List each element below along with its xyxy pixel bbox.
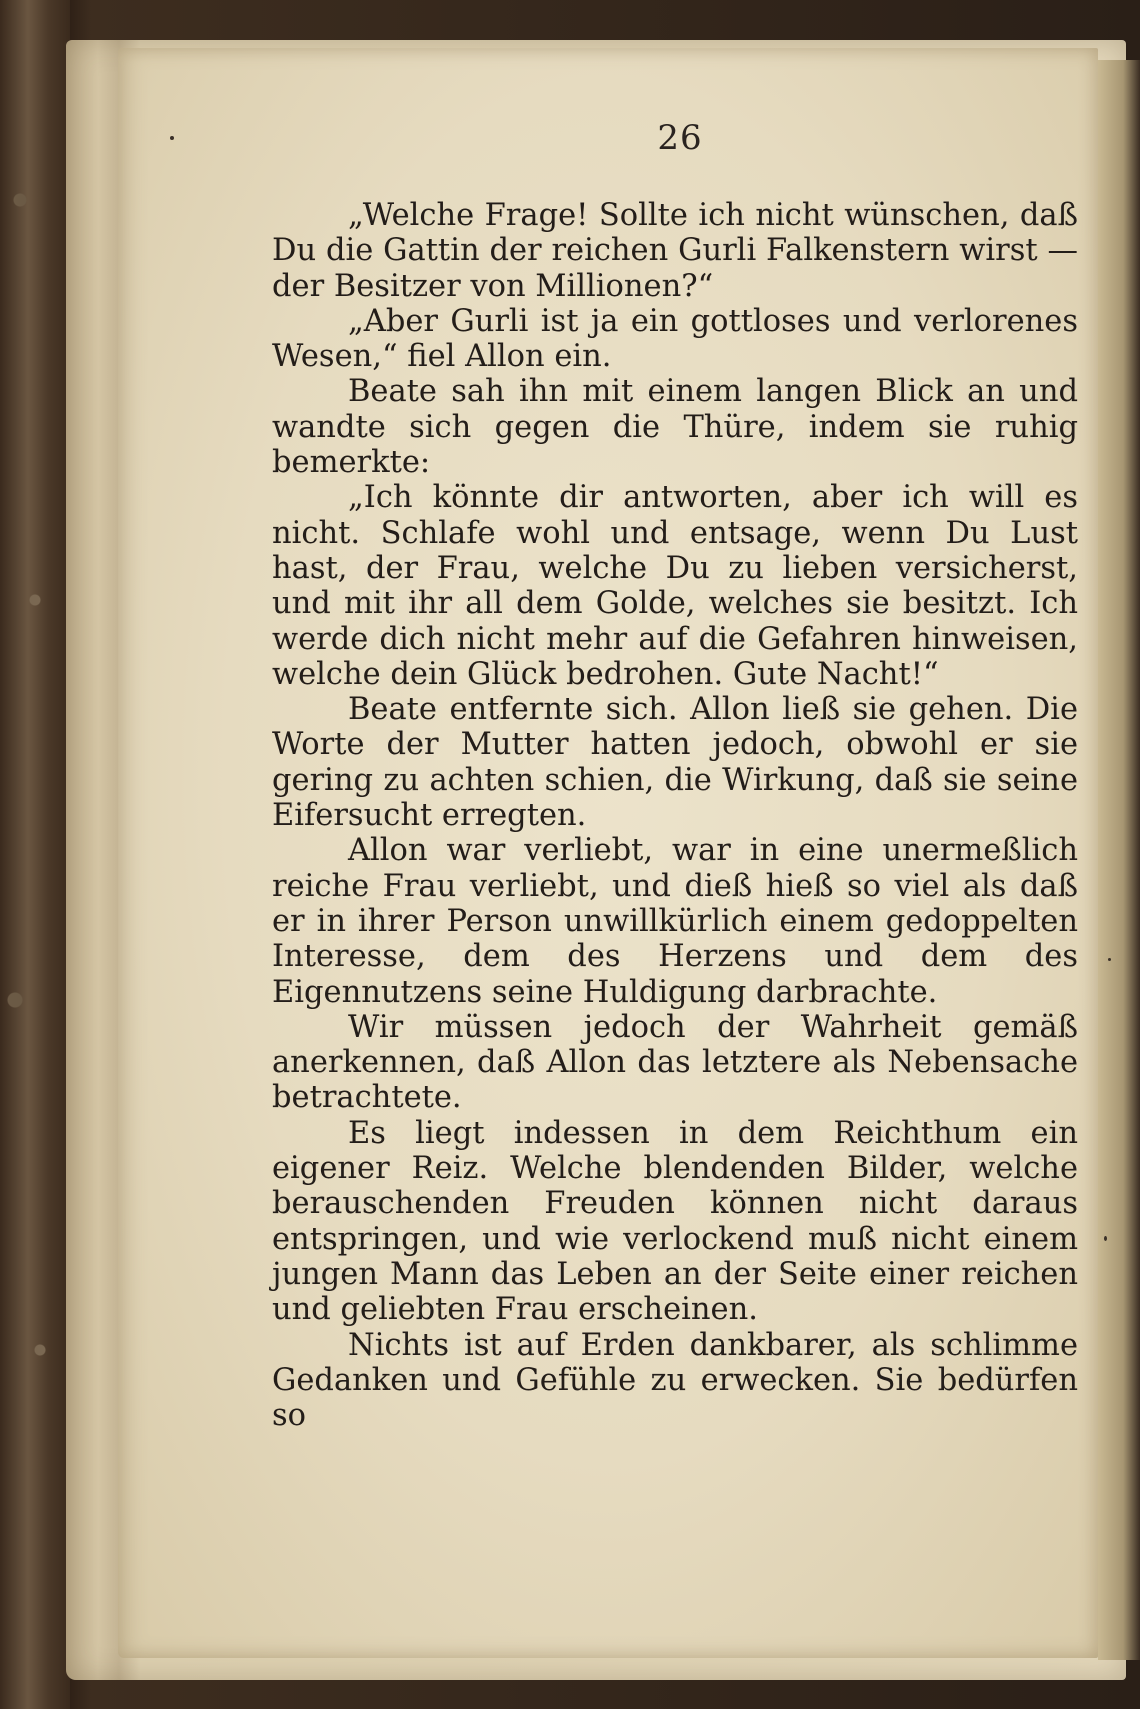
paragraph-8: Es liegt indessen in dem Reichthum ein eigener Reiz. Welche blendenden Bilder, welche berauschenden Freuden können nicht daraus entspringen, und wie verlockend muß nicht einem jungen Mann das Leben an der Seite einer reichen und geliebten Frau erscheinen. xyxy=(272,1115,1078,1328)
facing-page-edge xyxy=(1098,60,1140,1660)
page-number: 26 xyxy=(657,118,703,158)
paragraph-7: Wir müssen jedoch der Wahrheit gemäß anerkennen, daß Allon das letztere als Nebensache betrachtete. xyxy=(272,1009,1078,1116)
paragraph-4: „Ich könnte dir antworten, aber ich will es nicht. Schlafe wohl und entsage, wenn Du Lust hast, der Frau, welche Du zu lieben versicherst, und mit ihr all dem Golde, welches sie besitzt. Ich werde dich nicht mehr auf die Gefahren hinweisen, welche dein Glück bedrohen. Gute Nacht!“ xyxy=(272,480,1078,692)
paragraph-5: Beate entfernte sich. Allon ließ sie gehen. Die Worte der Mutter hatten jedoch, obwohl er sie gering zu achten schien, die Wirkung, daß sie seine Eifersucht erregten. xyxy=(272,692,1078,834)
paragraph-1: „Welche Frage! Sollte ich nicht wünschen, daß Du die Gattin der reichen Gurli Falkenstern wirst — der Besitzer von Millionen?“ xyxy=(272,198,1078,304)
paragraph-2: „Aber Gurli ist ja ein gottloses und verlorenes Wesen,“ fiel Allon ein. xyxy=(272,303,1078,375)
paragraph-9: Nichts ist auf Erden dankbarer, als schlimme Gedanken und Gefühle zu erwecken. Sie bedürfen so xyxy=(272,1327,1078,1434)
paragraph-3: Beate sah ihn mit einem langen Blick an und wandte sich gegen die Thüre, indem sie ruhig bemerkte: xyxy=(272,374,1078,481)
paragraph-6: Allon war verliebt, war in eine unermeßlich reiche Frau verliebt, und dieß hieß so viel als daß er in ihrer Person unwillkürlich einem gedoppelten Interesse, dem des Herzens und dem des Eigennutzens seine Huldigung darbrachte. xyxy=(272,833,1078,1010)
book-cover-edge xyxy=(0,0,70,1709)
paper-speck xyxy=(1104,1236,1107,1241)
paper-speck xyxy=(1108,958,1111,961)
paper-speck xyxy=(170,136,174,140)
page-text xyxy=(272,198,1078,1433)
